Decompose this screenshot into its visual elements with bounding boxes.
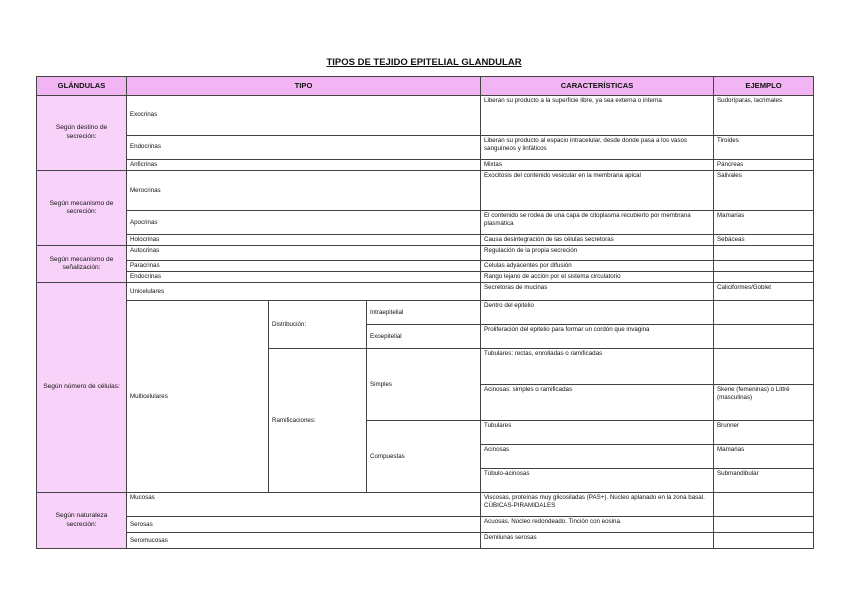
ejemplo-cell: Skene (femeninas) o Littré (masculinas): [714, 385, 814, 421]
sub-tipo-cell: Intraepitelial: [367, 301, 481, 325]
ejemplo-cell: Submandibular: [714, 469, 814, 493]
caracteristicas-cell: Exocitosis del contenido vesicular en la membrana apical: [481, 171, 714, 211]
caracteristicas-cell: Dentro del epitelio: [481, 301, 714, 325]
tipo-cell: Endocrinas: [127, 272, 481, 283]
table-row: [37, 301, 814, 325]
tipo-cell: Anficrinas: [127, 160, 481, 171]
table-row: [37, 517, 814, 533]
tipo-cell: Mucosas: [127, 493, 481, 517]
caracteristicas-cell: Celulas adyacentes por difusión: [481, 261, 714, 272]
caracteristicas-cell: El contenido se rodea de una capa de citoplasma recubierto por membrana plasmática: [481, 211, 714, 235]
tipo-cell: Seromucosas: [127, 533, 481, 549]
ejemplo-cell: [714, 272, 814, 283]
caracteristicas-cell: Tubulares: [481, 421, 714, 445]
ejemplo-cell: Sebáceas: [714, 235, 814, 246]
caracteristicas-cell: Proliferación del epitelio para formar un cordón que invagina: [481, 325, 714, 349]
ejemplo-cell: [714, 301, 814, 325]
table-row: [37, 272, 814, 283]
caracteristicas-cell: Demilunas serosas: [481, 533, 714, 549]
caracteristicas-cell: Viscosas, proteínas muy glicosiladas (PAS+). Núcleo aplanado en la zona basal. CÚBICAS-PIRAMIDALES: [481, 493, 714, 517]
group-destino: Según destino de secreción:: [37, 96, 127, 171]
table-row: [37, 136, 814, 160]
header-tipo: TIPO: [127, 77, 481, 96]
sub-tipo-cell: Simples: [367, 349, 481, 421]
caracteristicas-cell: Túbulo-acinosas: [481, 469, 714, 493]
ejemplo-cell: Sudoríparas, lacrimales: [714, 96, 814, 136]
header-glandulas: GLÁNDULAS: [37, 77, 127, 96]
ejemplo-cell: [714, 246, 814, 261]
caracteristicas-cell: Tubulares: rectas, enrolladas o ramificadas: [481, 349, 714, 385]
header-caracteristicas: CARACTERÍSTICAS: [481, 77, 714, 96]
tipo-cell: Unicelulares: [127, 283, 481, 301]
header-ejemplo: EJEMPLO: [714, 77, 814, 96]
table-row: [37, 211, 814, 235]
table-row: [37, 533, 814, 549]
sub-tipo-cell: Exoepitelial: [367, 325, 481, 349]
caracteristicas-cell: Acuosas. Núcleo redondeado. Tinción con eosina.: [481, 517, 714, 533]
ejemplo-cell: Tiroides: [714, 136, 814, 160]
page-title: TIPOS DE TEJIDO EPITELIAL GLANDULAR: [326, 57, 522, 68]
ejemplo-cell: Páncreas: [714, 160, 814, 171]
group-senalizacion: Según mecanismo de señalización:: [37, 246, 127, 283]
tipo-cell: Paracrinas: [127, 261, 481, 272]
tipo-cell: Apocrinas: [127, 211, 481, 235]
table-row: [37, 246, 814, 261]
table-row: [37, 261, 814, 272]
ejemplo-cell: Mamarias: [714, 211, 814, 235]
ramificaciones-label: Ramificaciones:: [269, 349, 367, 493]
tipo-cell: Autocrinas: [127, 246, 481, 261]
group-mecanismo: Según mecanismo de secreción:: [37, 171, 127, 246]
table-row: [37, 235, 814, 246]
caracteristicas-cell: Liberan su producto al espacio intracelular, desde donde pasa a los vasos sanguíneos y linfáticos: [481, 136, 714, 160]
ejemplo-cell: Brunner: [714, 421, 814, 445]
ejemplo-cell: [714, 325, 814, 349]
caracteristicas-cell: Rango lejano de acción por el sistema circulatorio: [481, 272, 714, 283]
caracteristicas-cell: Regulación de la propia secreción: [481, 246, 714, 261]
ejemplo-cell: Salivales: [714, 171, 814, 211]
ejemplo-cell: [714, 493, 814, 517]
distribucion-label: Distribución:: [269, 301, 367, 349]
group-numero: Según número de células:: [37, 283, 127, 493]
ejemplo-cell: [714, 261, 814, 272]
caracteristicas-cell: Acinosas: [481, 445, 714, 469]
tipo-cell: Merocrinas: [127, 171, 481, 211]
ejemplo-cell: Caliciformes/Goblet: [714, 283, 814, 301]
tipo-multicelulares: Multicelulares: [127, 301, 269, 493]
glandular-tissue-table: [36, 76, 814, 549]
tipo-cell: Exocrinas: [127, 96, 481, 136]
caracteristicas-cell: Causa desintegración de las células secretoras: [481, 235, 714, 246]
table-row: [37, 96, 814, 136]
caracteristicas-cell: Liberan su producto a la superficie libre, ya sea externa o interna: [481, 96, 714, 136]
sub-tipo-cell: Compuestas: [367, 421, 481, 493]
table-row: [37, 283, 814, 301]
caracteristicas-cell: Mixtas: [481, 160, 714, 171]
ejemplo-cell: [714, 349, 814, 385]
ejemplo-cell: [714, 533, 814, 549]
table-row: [37, 160, 814, 171]
table-row: [37, 493, 814, 517]
header-row: [37, 77, 814, 96]
tipo-cell: Holocrinas: [127, 235, 481, 246]
tipo-cell: Endocrinas: [127, 136, 481, 160]
ejemplo-cell: [714, 517, 814, 533]
tipo-cell: Serosas: [127, 517, 481, 533]
group-naturaleza: Según naturaleza secreción:: [37, 493, 127, 549]
ejemplo-cell: Mamarias: [714, 445, 814, 469]
caracteristicas-cell: Secretoras de mucinas: [481, 283, 714, 301]
caracteristicas-cell: Acinosas: simples o ramificadas: [481, 385, 714, 421]
table-row: [37, 171, 814, 211]
